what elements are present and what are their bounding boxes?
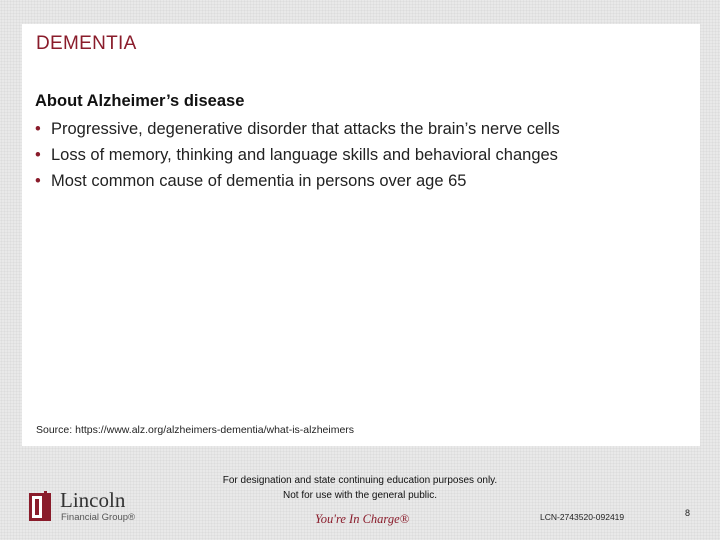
disclaimer-line-2: Not for use with the general public. xyxy=(283,490,437,501)
disclaimer-line-1: For designation and state continuing education purposes only. xyxy=(222,475,498,486)
document-code: LCN-2743520-092419 xyxy=(540,512,625,522)
bullet-item xyxy=(35,116,680,142)
bullet-icon: • xyxy=(35,120,41,138)
tagline: You're In Charge® xyxy=(315,512,410,526)
lincoln-logo xyxy=(28,490,158,530)
bullet-text: Loss of memory, thinking and language skills and behavioral changes xyxy=(51,146,558,164)
slide-title: DEMENTIA xyxy=(36,33,137,54)
page-number: 8 xyxy=(685,508,691,518)
bullet-icon: • xyxy=(35,146,41,164)
footer-disclaimer xyxy=(180,473,540,503)
bullet-text: Progressive, degenerative disorder that attacks the brain’s nerve cells xyxy=(51,120,560,138)
logo-name: Lincoln xyxy=(60,488,126,512)
bullet-item xyxy=(35,168,680,194)
bullet-list xyxy=(35,116,680,194)
bullet-icon: • xyxy=(35,172,41,190)
logo-subtitle: Financial Group® xyxy=(61,512,136,523)
section-heading: About Alzheimer’s disease xyxy=(35,92,245,110)
bullet-item xyxy=(35,142,680,168)
slide-panel xyxy=(22,24,700,446)
source-citation: Source: https://www.alz.org/alzheimers-dementia/what-is-alzheimers xyxy=(36,424,355,436)
bullet-text: Most common cause of dementia in persons over age 65 xyxy=(51,172,467,190)
slide-content xyxy=(35,92,680,194)
lincoln-mark-icon xyxy=(28,490,56,524)
